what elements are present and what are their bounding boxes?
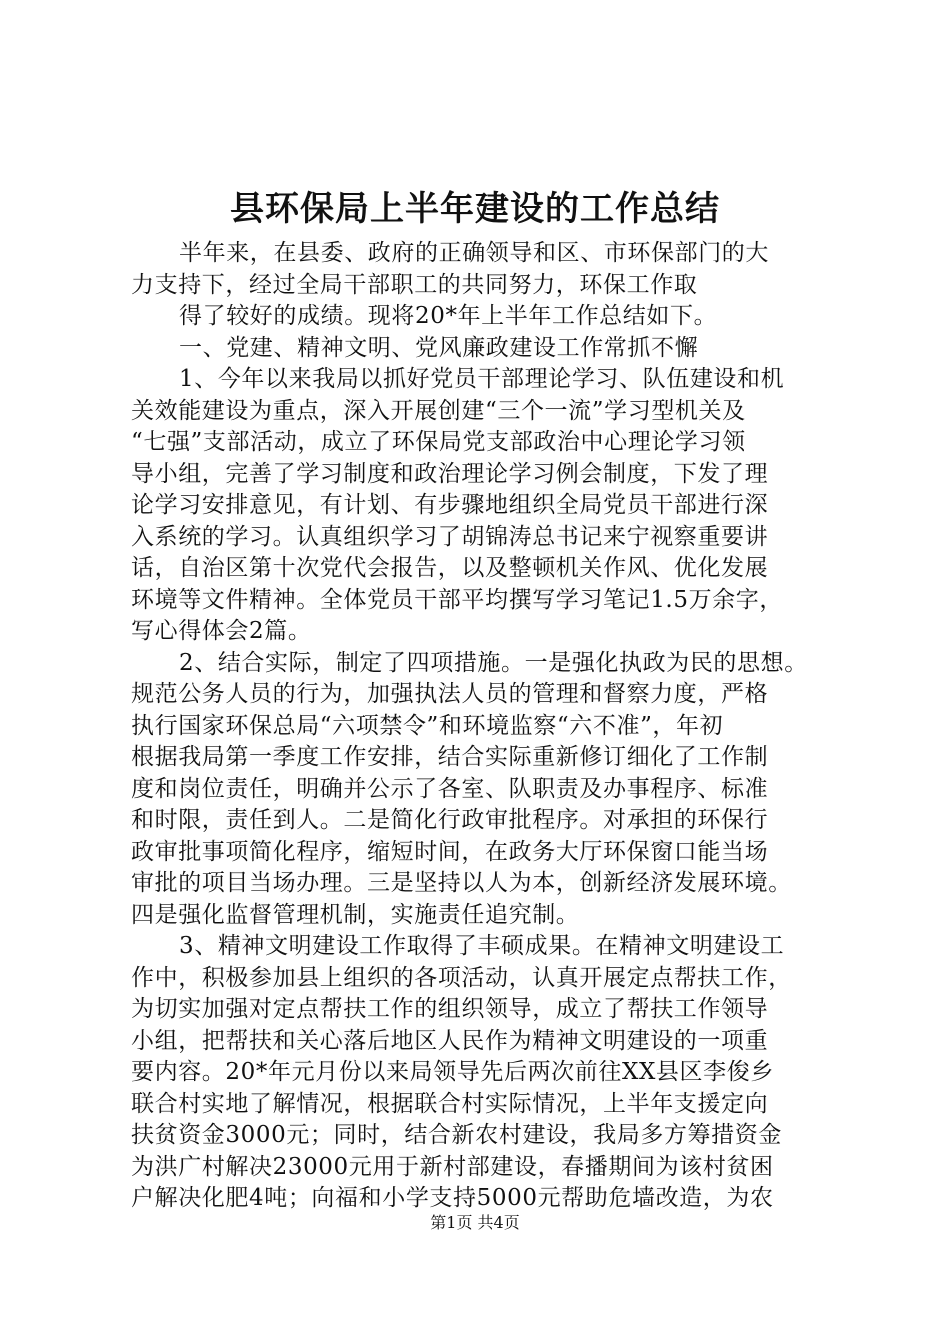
paragraph-line: “七强”支部活动，成立了环保局党支部政治中心理论学习领 (131, 429, 746, 455)
paragraph-line: 入系统的学习。认真组织学习了胡锦涛总书记来宁视察重要讲 (131, 523, 769, 550)
paragraph-line: 要内容。20*年元月份以来局领导先后两次前往XX县区李俊乡 (131, 1059, 774, 1085)
paragraph-line: 力支持下，经过全局干部职工的共同努力，环保工作取 (131, 271, 698, 298)
paragraph-line: 环境等文件精神。全体党员干部平均撰写学习笔记1.5万余字， (131, 586, 783, 613)
paragraph-line: 小组，把帮扶和关心落后地区人民作为精神文明建设的一项重 (131, 1027, 769, 1054)
paragraph-line: 根据我局第一季度工作安排，结合实际重新修订细化了工作制 (131, 744, 769, 770)
paragraph-line: 得了较好的成绩。现将20*年上半年工作总结如下。 (179, 303, 718, 329)
paragraph-line: 关效能建设为重点，深入开展创建“三个一流”学习型机关及 (131, 397, 746, 424)
paragraph-line: 和时限，责任到人。二是简化行政审批程序。对承担的环保行 (131, 807, 769, 833)
paragraph-line: 审批的项目当场办理。三是坚持以人为本，创新经济发展环境。 (131, 870, 792, 896)
page-footer: 第1页 共4页 (430, 1213, 520, 1232)
paragraph-line: 作中，积极参加县上组织的各项活动，认真开展定点帮扶工作， (131, 964, 792, 991)
paragraph-line: 为切实加强对定点帮扶工作的组织领导，成立了帮扶工作领导 (131, 996, 769, 1022)
paragraph-line: 规范公务人员的行为，加强执法人员的管理和督察力度，严格 (131, 681, 769, 707)
paragraph-line: 论学习安排意见，有计划、有步骤地组织全局党员干部进行深 (131, 492, 769, 518)
document-title: 县环保局上半年建设的工作总结 (230, 189, 720, 229)
paragraph-line: 四是强化监督管理机制，实施责任追究制。 (131, 901, 580, 928)
paragraph-line: 联合村实地了解情况，根据联合村实际情况，上半年支援定向 (131, 1090, 769, 1117)
paragraph-line: 政审批事项简化程序，缩短时间，在政务大厅环保窗口能当场 (131, 838, 769, 865)
paragraph-line: 度和岗位责任，明确并公示了各室、队职责及办事程序、标准 (131, 775, 769, 802)
paragraph-line: 半年来，在县委、政府的正确领导和区、市环保部门的大 (179, 240, 769, 266)
paragraph-line: 为洪广村解决23000元用于新村部建设，春播期间为该村贫困 (131, 1153, 774, 1180)
paragraph-line: 2、结合实际，制定了四项措施。一是强化执政为民的思想。 (179, 649, 808, 676)
document-body (131, 238, 831, 1215)
paragraph-line: 写心得体会2篇。 (131, 618, 312, 644)
paragraph-line: 导小组，完善了学习制度和政治理论学习例会制度，下发了理 (131, 460, 769, 487)
paragraph-line: 3、精神文明建设工作取得了丰硕成果。在精神文明建设工 (179, 933, 785, 959)
paragraph-line: 话，自治区第十次党代会报告，以及整顿机关作风、优化发展 (131, 555, 769, 581)
paragraph-line: 扶贫资金3000元；同时，结合新农村建设，我局多方筹措资金 (131, 1122, 782, 1148)
paragraph-line: 1、今年以来我局以抓好党员干部理论学习、队伍建设和机 (179, 366, 785, 392)
paragraph-line: 一、党建、精神文明、党风廉政建设工作常抓不懈 (179, 334, 699, 361)
paragraph-line: 执行国家环保总局“六项禁令”和环境监察“六不准”，年初 (131, 712, 724, 739)
paragraph-line: 户解决化肥4吨；向福和小学支持5000元帮助危墙改造，为农 (131, 1185, 774, 1211)
